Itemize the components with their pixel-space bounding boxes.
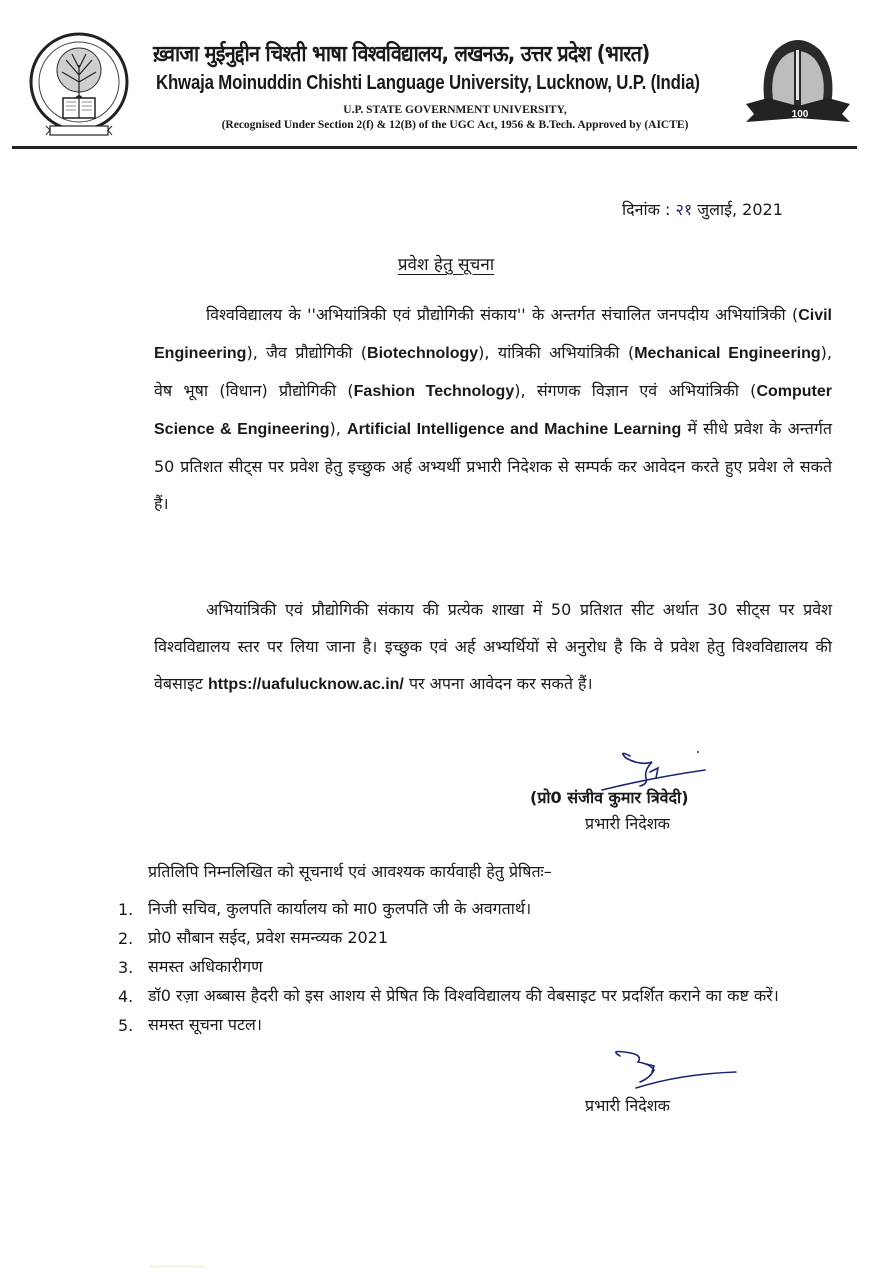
- closing-designation: प्रभारी निदेशक: [585, 1096, 670, 1115]
- list-number: 1.: [118, 900, 134, 919]
- program-civil-engineering: Civil Engineering: [154, 307, 832, 362]
- date-label: दिनांक :: [622, 200, 671, 219]
- list-text: डॉ0 रज़ा अब्बास हैदरी को इस आशय से प्रेषित कि विश्वविद्यालय की वेबसाइट पर प्रदर्शित कराने का कष्ट करें।: [148, 986, 779, 1005]
- list-number: 3.: [118, 958, 134, 977]
- program-mechanical-engineering: Mechanical Engineering: [634, 345, 821, 362]
- centenary-number: 100: [791, 109, 809, 120]
- copy-to-intro: प्रतिलिपि निम्नलिखित को सूचनार्थ एवं आवश्यक कार्यवाही हेतु प्रेषितः–: [148, 862, 552, 881]
- signatory-name: (प्रो0 संजीव कुमार त्रिवेदी): [530, 788, 689, 807]
- list-number: 5.: [118, 1016, 134, 1035]
- signature-icon: [610, 1048, 740, 1098]
- notice-title: प्रवेश हेतु सूचना: [397, 255, 495, 275]
- list-number: 4.: [118, 987, 134, 1006]
- closing-signature-mark: [610, 1048, 740, 1098]
- university-name-english: Khwaja Moinuddin Chishti Language University, Lucknow, U.P. (India): [156, 72, 700, 94]
- program-fashion-technology: Fashion Technology: [353, 383, 515, 400]
- para1-text: ), संगणक विज्ञान एवं अभियांत्रिकी (: [514, 381, 757, 400]
- copy-to-list: [118, 895, 838, 1040]
- notice-date: [622, 198, 783, 220]
- list-number: 2.: [118, 929, 134, 948]
- list-text: समस्त अधिकारीगण: [148, 957, 263, 976]
- list-item: [118, 924, 838, 953]
- notice-paragraph-1: [154, 296, 832, 522]
- university-status: U.P. STATE GOVERNMENT UNIVERSITY,: [343, 104, 567, 116]
- para2-text: पर अपना आवेदन कर सकते हैं।: [403, 674, 593, 693]
- program-biotechnology: Biotechnology: [367, 345, 479, 362]
- list-text: निजी सचिव, कुलपति कार्यालय को मा0 कुलपति जी के अवगतार्थ।: [148, 899, 532, 918]
- date-day: २१: [675, 200, 693, 219]
- list-text: प्रो0 सौबान सईद, प्रवेश समन्व्यक 2021: [148, 928, 389, 947]
- para1-text: ),: [329, 419, 348, 438]
- para1-text: विश्वविद्यालय के ''अभियांत्रिकी एवं प्रौद्योगिकी संकाय'' के अन्तर्गत संचालित जनपदीय अभियांत्रिकी (: [206, 305, 799, 324]
- university-recognition: (Recognised Under Section 2(f) & 12(B) of the UGC Act, 1956 & B.Tech. Approved by (AICTE): [221, 119, 689, 131]
- para2-text: अभियांत्रिकी एवं प्रौद्योगिकी संकाय की प्रत्येक शाखा में 50 प्रतिशत सीट अर्थात 30 सीट्स पर प्रवेश विश्वविद्यालय स्तर पर लिया जाना है। इच्छुक एवं अर्ह अभ्यर्थियों से अनुरोध है कि वे प्रवेश हेतु विश्वविद्यालय की वेबसाइट: [154, 600, 832, 693]
- signatory-designation: प्रभारी निदेशक: [585, 814, 670, 833]
- list-item: [118, 895, 838, 924]
- para1-text: ), यांत्रिकी अभियांत्रिकी (: [478, 343, 635, 362]
- para1-text: में सीधे प्रवेश के अन्तर्गत 50 प्रतिशत सीट्स पर प्रवेश हेतु इच्छुक अर्ह अभ्यर्थी प्रभारी निदेशक से सम्पर्क कर आवेदन करते हुए प्रवेश ले सकते हैं।: [154, 419, 832, 513]
- list-item: [118, 982, 838, 1011]
- centenary-emblem-icon: [738, 32, 858, 128]
- list-text: समस्त सूचना पटल।: [148, 1015, 262, 1034]
- list-item: [118, 1011, 838, 1040]
- program-computer-science: Computer Science & Engineering: [154, 383, 832, 438]
- para1-text: ), जैव प्रौद्योगिकी (: [246, 343, 368, 362]
- header-divider: [12, 146, 857, 149]
- list-item: [118, 953, 838, 982]
- university-name-hindi: ख़्वाजा मुईनुद्दीन चिश्ती भाषा विश्वविद्यालय, लखनऊ, उत्तर प्रदेश (भारत): [153, 42, 650, 67]
- para1-text: ), वेष भूषा (विधान) प्रौद्योगिकी (: [154, 343, 832, 400]
- website-link[interactable]: https://uafulucknow.ac.in/: [208, 676, 404, 693]
- notice-paragraph-2: [154, 591, 832, 703]
- date-month-year: जुलाई, 2021: [697, 200, 783, 219]
- centenary-logo: [738, 32, 858, 128]
- scan-artifact: [150, 1265, 205, 1268]
- program-ai-ml: Artificial Intelligence and Machine Learning: [347, 421, 682, 438]
